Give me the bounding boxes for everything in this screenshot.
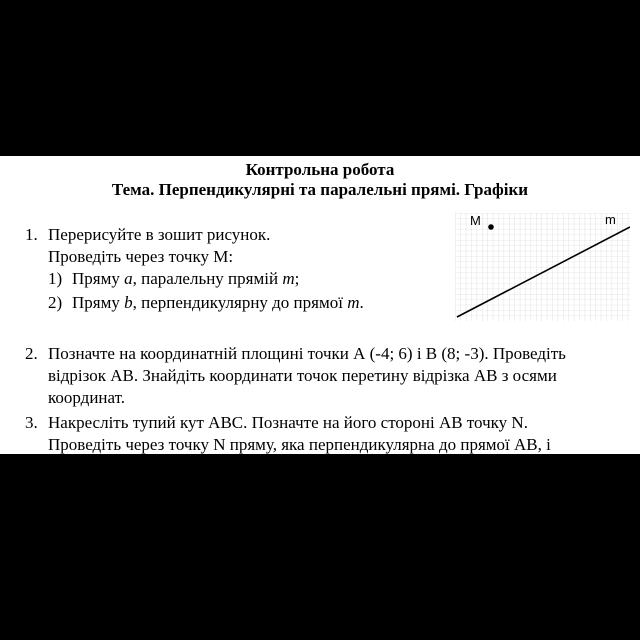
task-2-line-3: координат. <box>48 388 126 407</box>
point-m-label: M <box>470 213 481 228</box>
task-3-line-1: Накресліть тупий кут АВС. Позначте на його стороні АВ точку N. <box>48 413 528 432</box>
worksheet <box>0 156 640 476</box>
task-2-number: 2. <box>25 344 38 363</box>
task-1-line-2: Проведіть через точку М: <box>48 247 234 266</box>
task-1-subitem-1: Пряму a, паралельну прямій m; <box>72 269 300 288</box>
task-2-line-2: відрізок АВ. Знайдіть координати точок перетину відрізка АВ з осями <box>48 366 557 385</box>
task-1-line-1: Перерисуйте в зошит рисунок. <box>48 225 271 244</box>
point-m-dot <box>488 224 494 230</box>
line-m-label: m <box>605 213 616 227</box>
task-1-subitem-2: Пряму b, перпендикулярну до прямої m. <box>72 293 364 312</box>
task-1-subitem-1-number: 1) <box>48 269 63 288</box>
task-3-line-3: пряму, яка перпендикулярна до прямої ВС. <box>48 457 360 476</box>
task-1-subitem-2-number: 2) <box>48 293 63 312</box>
task-3-line-2: Проведіть через точку N пряму, яка перпендикулярна до прямої АВ, і <box>48 435 551 454</box>
task-1-number: 1. <box>25 225 38 244</box>
grid-figure <box>455 213 630 321</box>
task-3-number: 3. <box>25 413 38 432</box>
worksheet-topic: Тема. Перпендикулярні та паралельні прямі. Графіки <box>111 180 529 199</box>
task-2-line-1: Позначте на координатній площині точки А (-4; 6) і В (8; -3). Проведіть <box>48 344 566 363</box>
worksheet-title: Контрольна робота <box>245 160 395 179</box>
